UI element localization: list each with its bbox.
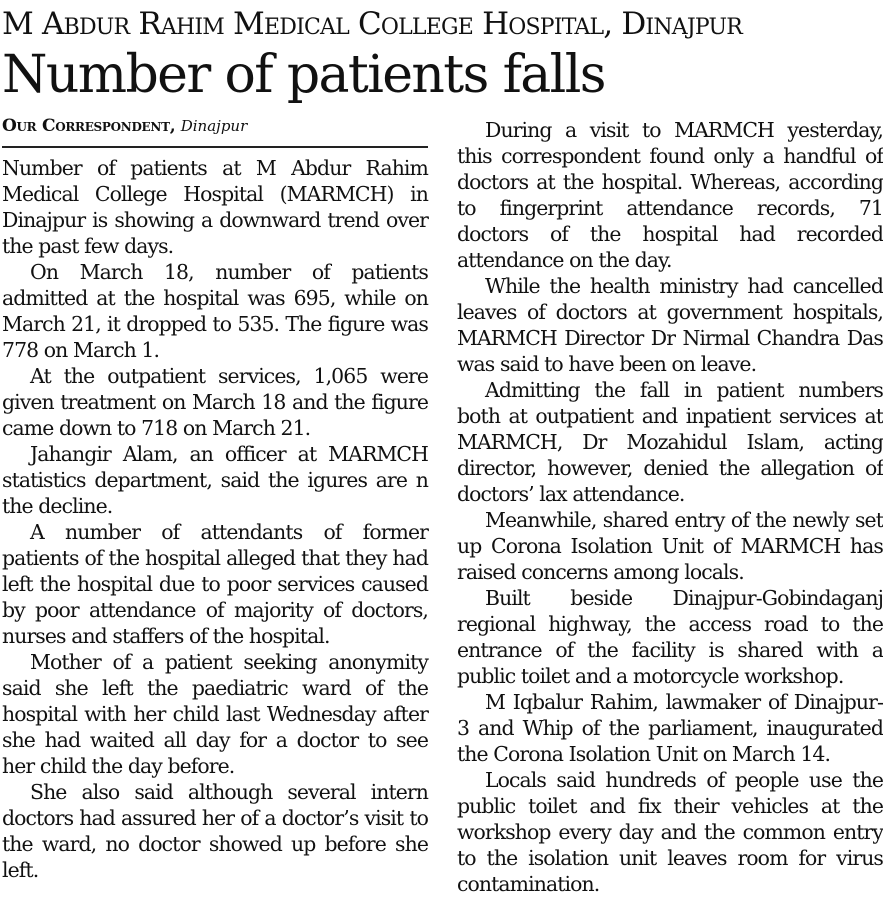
article-headline: Number of patients falls — [2, 45, 605, 105]
article-column-right — [457, 117, 883, 897]
paragraph: M Iqbalur Rahim, lawmaker of Dinajpur-3 and Whip of the parliament, inaugurated the Corona Isolation Unit on March 14. — [457, 690, 883, 766]
paragraph: During a visit to MARMCH yesterday, this correspondent found only a handful of doctors at the hospital. Whereas, according to fingerprint attendance records, 71 doctors of the hospital had recorded attendance on the day. — [457, 118, 883, 272]
byline-divider — [2, 146, 428, 148]
paragraph: While the health ministry had cancelled leaves of doctors at government hospitals, MARMCH Director Dr Nirmal Chandra Das was said to have been on leave. — [457, 274, 883, 376]
paragraph: Admitting the fall in patient numbers both at outpatient and inpatient services at MARMCH, Dr Mozahidul Islam, acting director, however, denied the allegation of doctors’ lax attendance. — [457, 378, 883, 506]
byline-name: Our Correspondent, — [2, 116, 176, 136]
paragraph: Built beside Dinajpur-Gobindaganj regional highway, the access road to the entrance of the facility is shared with a public toilet and a motorcycle workshop. — [457, 586, 883, 688]
paragraph: On March 18, number of patients admitted at the hospital was 695, while on March 21, it dropped to 535. The figure was 778 on March 1. — [2, 260, 428, 362]
byline — [2, 114, 247, 138]
paragraph: At the outpatient services, 1,065 were given treatment on March 18 and the figure came down to 718 on March 21. — [2, 364, 428, 440]
article-kicker: M Abdur Rahim Medical College Hospital, Dinajpur — [2, 6, 743, 42]
paragraph: Mother of a patient seeking anonymity said she left the paediatric ward of the hospital with her child last Wednesday after she had waited all day for a doctor to see her child the day before. — [2, 650, 428, 778]
paragraph: A number of attendants of former patients of the hospital alleged that they had left the hospital due to poor services caused by poor attendance of majority of doctors, nurses and staffers of the hospital. — [2, 520, 428, 648]
paragraph: Jahangir Alam, an officer at MARMCH statistics department, said the igures are n the decline. — [2, 442, 428, 518]
article-column-left — [2, 155, 428, 883]
byline-place: Dinajpur — [180, 117, 248, 135]
paragraph: She also said although several intern doctors had assured her of a doctor’s visit to the ward, no doctor showed up before she left. — [2, 780, 428, 882]
paragraph: Locals said hundreds of people use the public toilet and fix their vehicles at the workshop every day and the common entry to the isolation unit leaves room for virus contamination. — [457, 768, 883, 896]
paragraph: Number of patients at M Abdur Rahim Medical College Hospital (MARMCH) in Dinajpur is showing a downward trend over the past few days. — [2, 156, 428, 258]
paragraph: Meanwhile, shared entry of the newly set up Corona Isolation Unit of MARMCH has raised concerns among locals. — [457, 508, 883, 584]
